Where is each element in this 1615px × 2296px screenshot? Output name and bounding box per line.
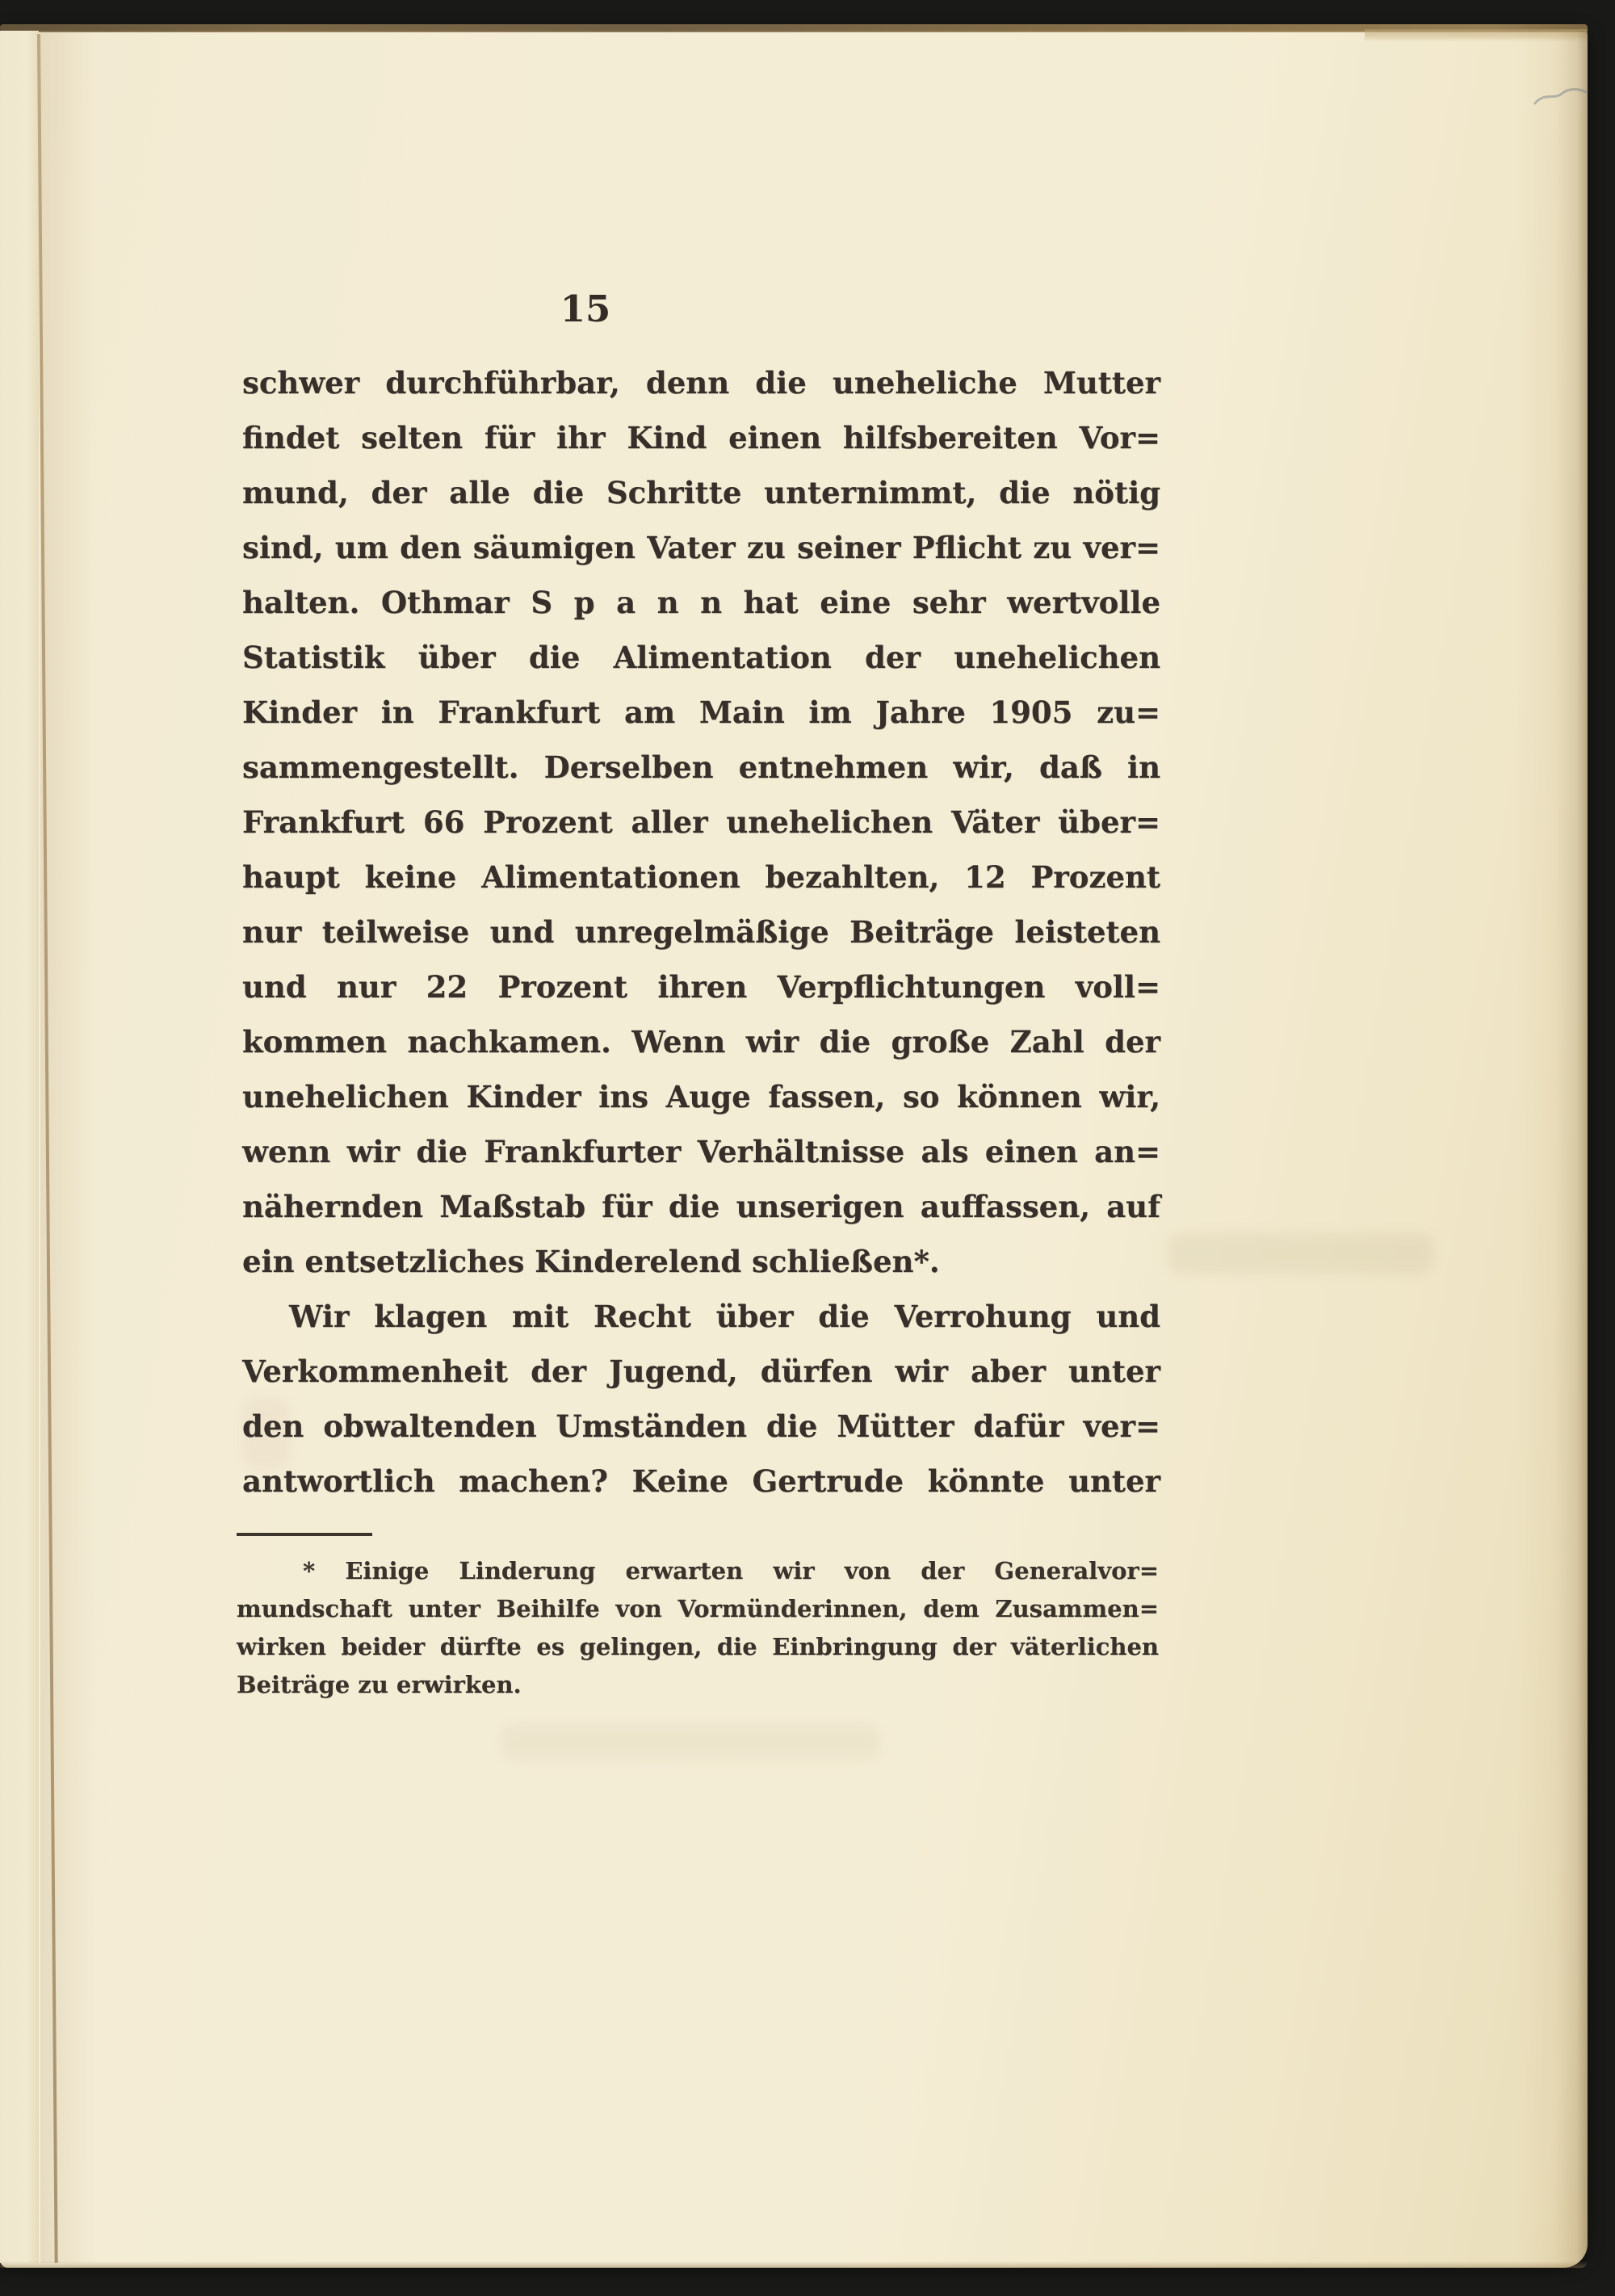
body-text-line: Kinder in Frankfurt am Main im Jahre 1905 zu= [242, 695, 1160, 730]
body-text-line: sammengestellt. Derselben entnehmen wir, daß in [242, 749, 1160, 785]
body-text-line: mund, der alle die Schritte unternimmt, die nötig [242, 475, 1160, 510]
footnote-line: wirken beider dürfte es gelingen, die Einbringung der väterlichen [237, 1633, 1159, 1660]
body-text-line: schwer durchführbar, denn die uneheliche Mutter [242, 365, 1160, 401]
page-top-deckle-edge [0, 24, 1588, 32]
body-text-line: Frankfurt 66 Prozent aller unehelichen Väter über= [242, 804, 1160, 840]
body-text-line: unehelichen Kinder ins Auge fassen, so können wir, [242, 1079, 1160, 1114]
body-text-line: den obwaltenden Umständen die Mütter dafür ver= [242, 1408, 1160, 1444]
body-text-line: findet selten für ihr Kind einen hilfsbereiten Vor= [242, 420, 1160, 455]
show-through-smudge [501, 1723, 880, 1761]
book-page [0, 31, 1588, 2268]
show-through-smudge [1167, 1232, 1433, 1274]
footnote-line: mundschaft unter Beihilfe von Vormünderinnen, dem Zusammen= [237, 1595, 1159, 1622]
body-text-line: halten. Othmar S p a n n hat eine sehr wertvolle [242, 585, 1160, 620]
gutter-shadow [40, 31, 97, 2263]
body-text-line: nähernden Maßstab für die unserigen auffassen, auf [242, 1189, 1160, 1224]
body-text-line: nur teilweise und unregelmäßige Beiträge leisteten [242, 914, 1160, 950]
footnote-line: Beiträge zu erwirken. [237, 1671, 522, 1698]
body-text-line: wenn wir die Frankfurter Verhältnisse als einen an= [242, 1134, 1160, 1169]
body-text-line: Verkommenheit der Jugend, dürfen wir aber unter [242, 1354, 1160, 1389]
page-number: 15 [560, 288, 611, 330]
body-text-line: kommen nachkamen. Wenn wir die große Zahl der [242, 1024, 1160, 1060]
body-text-line: antwortlich machen? Keine Gertrude könnte unter [242, 1463, 1160, 1499]
footnote-line: * Einige Linderung erwarten wir von der Generalvor= [303, 1557, 1159, 1585]
body-text-line: sind, um den säumigen Vater zu seiner Pflicht zu ver= [242, 530, 1160, 565]
body-text-line: haupt keine Alimentationen bezahlten, 12 Prozent [242, 859, 1160, 895]
body-text-line: ein entsetzliches Kinderelend schließen*. [242, 1244, 940, 1279]
body-text [242, 355, 1160, 1509]
page-right-edge-shadow [1515, 31, 1588, 2268]
adjacent-page-edge [0, 31, 39, 2263]
footnote [237, 1552, 1159, 1704]
body-text-line: Statistik über die Alimentation der unehelichen [242, 640, 1160, 675]
body-text-line: und nur 22 Prozent ihren Verpflichtungen voll= [242, 969, 1160, 1005]
page-bottom-edge [0, 2261, 1588, 2268]
footnote-rule [237, 1533, 372, 1536]
body-text-line: Wir klagen mit Recht über die Verrohung und [289, 1299, 1160, 1334]
pen-mark [1533, 81, 1589, 113]
